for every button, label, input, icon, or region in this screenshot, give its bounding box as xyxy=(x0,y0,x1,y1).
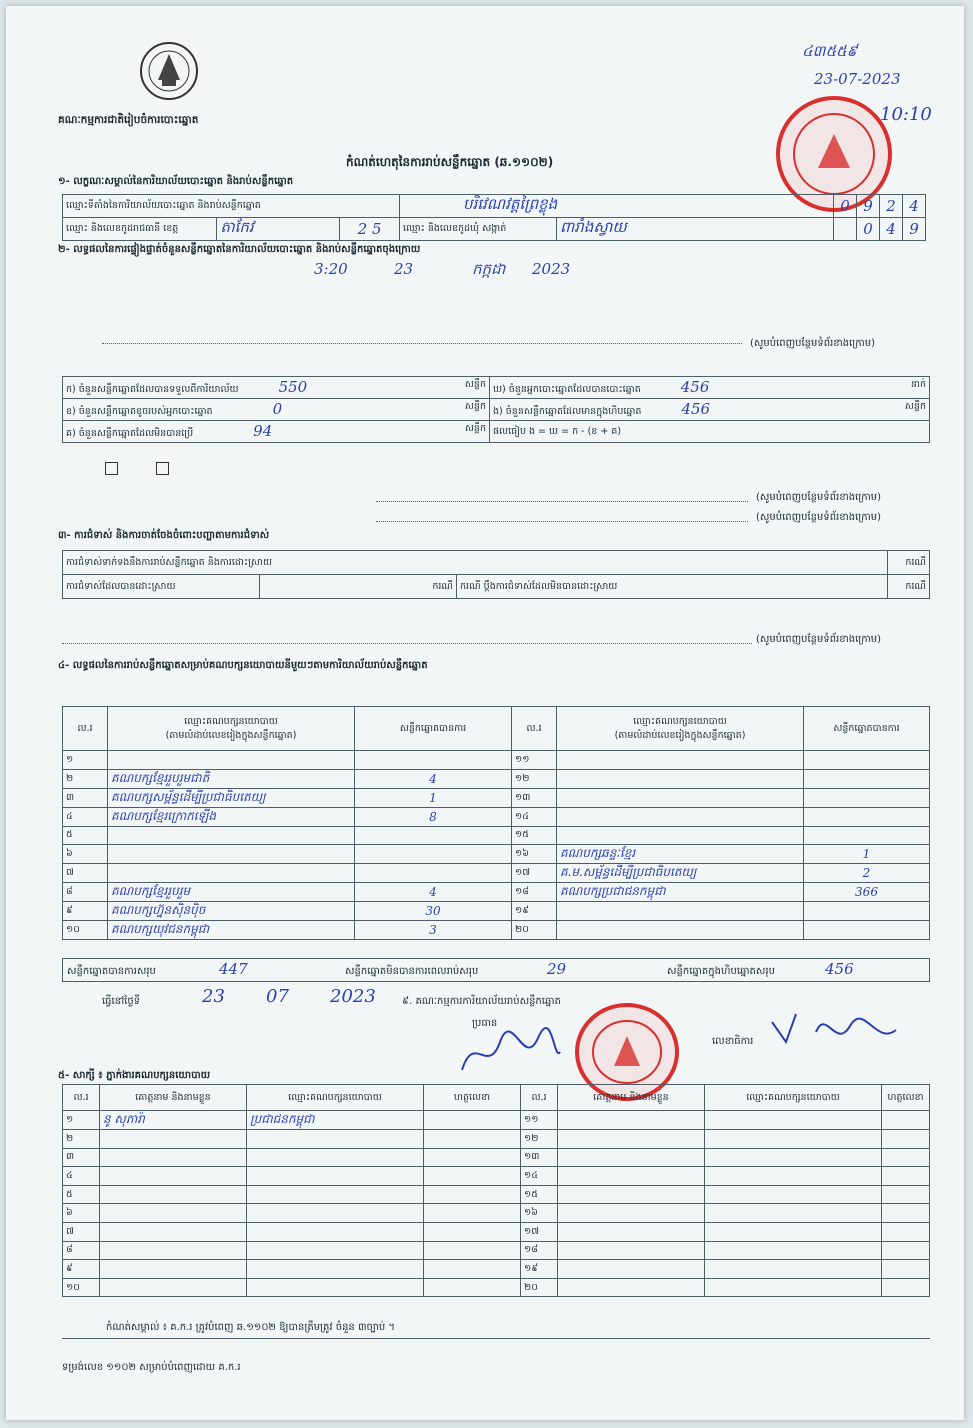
vote-party xyxy=(557,902,804,921)
fill-hint-4: (សូមបំពេញបន្ថែមទំព័រខាងក្រោម) xyxy=(756,634,882,645)
witness-no: ១៦ xyxy=(521,1204,558,1223)
w-col-party-left: ឈ្មោះគណបក្សនយោបាយ xyxy=(247,1085,424,1111)
witness-no: ១០ xyxy=(63,1278,100,1297)
d-value: 456 xyxy=(680,378,710,396)
objection-unit-1: ករណី xyxy=(887,551,929,575)
witness-sign xyxy=(882,1222,930,1241)
witness-no: ២ xyxy=(63,1130,100,1149)
witness-sign xyxy=(424,1260,521,1279)
witness-no: ១៨ xyxy=(521,1241,558,1260)
witness-party xyxy=(705,1222,882,1241)
col-party-right-title: ឈ្មោះគណបក្សនយោបាយ xyxy=(633,715,727,727)
footer-note: កំណត់សម្គាល់ ៖ គ.ក.រ ត្រូវបំពេញ ឆ.១១០២ ឱ្យបានត្រឹមត្រូវ ចំនួន ៣ច្បាប់ ។ xyxy=(106,1322,395,1333)
vote-no: ១៧ xyxy=(512,864,557,883)
d-unit: នាក់ xyxy=(910,379,926,390)
votes-table xyxy=(62,706,930,940)
vote-no: ១ xyxy=(63,751,108,770)
section3-table xyxy=(62,550,930,599)
vote-count: 366 xyxy=(804,883,930,902)
committee-label: ៩. គណៈកម្មការការិយាល័យរាប់សន្លឹកឆ្នោត xyxy=(402,996,561,1007)
witness-no: ៤ xyxy=(63,1167,100,1186)
vote-count xyxy=(804,902,930,921)
vote-row xyxy=(63,902,930,921)
w-col-sign-right: ហត្ថលេខា xyxy=(882,1085,930,1111)
witness-row xyxy=(63,1241,930,1260)
witness-no: ១៧ xyxy=(521,1222,558,1241)
ballot-count-form xyxy=(6,6,964,1420)
witness-no: ១៤ xyxy=(521,1167,558,1186)
witness-party xyxy=(247,1167,424,1186)
witness-row xyxy=(63,1148,930,1167)
start-day: 23 xyxy=(394,260,414,278)
col-party-right-sub: (តាមលំដាប់លេខរៀងក្នុងសន្លឹកឆ្នោត) xyxy=(614,729,746,741)
vote-no: ១០ xyxy=(63,921,108,940)
witness-party: ប្រជាជនកម្ពុជា xyxy=(247,1111,424,1130)
vote-row xyxy=(63,769,930,788)
e-unit: សន្លឹក xyxy=(904,401,926,412)
checkbox-row xyxy=(102,458,172,477)
witness-sign xyxy=(424,1130,521,1149)
note-line-3 xyxy=(376,520,748,522)
witness-sign xyxy=(882,1167,930,1186)
witness-name xyxy=(100,1185,247,1204)
witness-no: ១២ xyxy=(521,1130,558,1149)
vote-no: ១៥ xyxy=(512,826,557,845)
col-party-left-title: ឈ្មោះគណបក្សនយោបាយ xyxy=(184,715,278,727)
witness-party xyxy=(705,1111,882,1130)
vote-count xyxy=(355,864,512,883)
vote-count xyxy=(355,751,512,770)
w-col-sign-left: ហត្ថលេខា xyxy=(424,1085,521,1111)
fill-hint-3: (សូមបំពេញបន្ថែមទំព័រខាងក្រោម) xyxy=(756,512,882,523)
start-year: 2023 xyxy=(532,260,571,278)
a-unit: សន្លឹក xyxy=(464,379,486,390)
witness-party xyxy=(705,1278,882,1297)
b-label: ខ) ចំនួនសន្លឹកឆ្នោតខូចរបស់អ្នកបោះឆ្នោត xyxy=(66,406,213,417)
c-value: 94 xyxy=(253,422,273,440)
witness-name xyxy=(558,1222,705,1241)
made-day: 23 xyxy=(202,986,225,1007)
vote-count xyxy=(355,826,512,845)
witness-party xyxy=(247,1204,424,1223)
col-no-left: ល.រ xyxy=(63,707,108,751)
vote-no: ១៩ xyxy=(512,902,557,921)
witness-name xyxy=(558,1185,705,1204)
vote-party: គណបក្សខ្មែរក្រោកឡើង xyxy=(108,807,355,826)
vote-no: ១៨ xyxy=(512,883,557,902)
witness-sign xyxy=(882,1148,930,1167)
witness-sign xyxy=(424,1222,521,1241)
form-number: ទម្រង់លេខ ១១០២ សម្រាប់បំពេញដោយ គ.ក.រ xyxy=(62,1362,241,1373)
commune-value: ពារាំងស្វាយ xyxy=(557,218,834,241)
section4-title: ៤- លទ្ធផលនៃការរាប់សន្លឹកឆ្នោតសម្រាប់គណបក្សនយោបាយនីមួយៗតាមការិយាល័យរាប់សន្លឹកឆ្នោត xyxy=(58,660,428,671)
witness-party xyxy=(705,1167,882,1186)
col-votes-left: សន្លឹកឆ្នោតបានការ xyxy=(355,707,512,751)
vote-row xyxy=(63,826,930,845)
witness-sign xyxy=(424,1185,521,1204)
vote-no: ២០ xyxy=(512,921,557,940)
vote-count: 2 xyxy=(804,864,930,883)
col-no-right: ល.រ xyxy=(512,707,557,751)
col-party-right xyxy=(557,707,804,751)
section3-title: ៣- ការជំទាស់ និងការចាត់ចែងចំពោះបញ្ហាតាមការជំទាស់ xyxy=(58,530,270,541)
col-party-left-sub: (តាមលំដាប់លេខរៀងក្នុងសន្លឹកឆ្នោត) xyxy=(165,729,297,741)
vote-count: 4 xyxy=(355,883,512,902)
office-no-3: 9 xyxy=(903,218,926,241)
footer-line xyxy=(62,1338,930,1339)
witness-name xyxy=(100,1278,247,1297)
section2-notes-line xyxy=(102,342,742,344)
vote-party: គ.ម.សម្ព័ន្ធដើម្បីប្រជាធិបតេយ្យ xyxy=(557,864,804,883)
witness-no: ៩ xyxy=(63,1260,100,1279)
vote-party: គណបក្សសម្ព័ន្ធដើម្បីប្រជាធិបតេយ្យ xyxy=(108,788,355,807)
witness-no: ១៥ xyxy=(521,1185,558,1204)
vote-no: ១២ xyxy=(512,769,557,788)
vote-row xyxy=(63,864,930,883)
witness-name xyxy=(558,1241,705,1260)
province-value: តាកែវ xyxy=(217,218,340,241)
witness-row xyxy=(63,1278,930,1297)
e-value: 456 xyxy=(681,400,711,418)
vote-count: 4 xyxy=(355,769,512,788)
vote-no: ៩ xyxy=(63,902,108,921)
witness-no: ៨ xyxy=(63,1241,100,1260)
witness-sign xyxy=(882,1130,930,1149)
vote-row xyxy=(63,807,930,826)
vote-no: ២ xyxy=(63,769,108,788)
vote-count xyxy=(804,788,930,807)
vote-no: ៧ xyxy=(63,864,108,883)
witness-sign xyxy=(882,1185,930,1204)
start-time-line xyxy=(102,260,922,278)
witness-row xyxy=(63,1185,930,1204)
vote-party: គណបក្សឆន្ទៈខ្មែរ xyxy=(557,845,804,864)
vote-no: ៣ xyxy=(63,788,108,807)
office-no-2: 4 xyxy=(880,218,903,241)
witness-party xyxy=(705,1130,882,1149)
vote-party: គណបក្សខ្មែររួបរួមជាតិ xyxy=(108,769,355,788)
a-value: 550 xyxy=(278,378,308,396)
witness-party xyxy=(705,1148,882,1167)
witness-name xyxy=(100,1260,247,1279)
section2-table xyxy=(62,376,930,443)
witness-name xyxy=(100,1167,247,1186)
chair-label: ប្រធាន xyxy=(472,1018,498,1029)
witness-party xyxy=(247,1278,424,1297)
section2-title: ២- លទ្ធផលនៃការផ្ទៀងផ្ទាត់ចំនួនសន្លឹកឆ្នោតនៃការិយាល័យបោះឆ្នោត និងរាប់សន្លឹកឆ្នោតចុងក្រោយ xyxy=(58,244,421,255)
vote-count: 8 xyxy=(355,807,512,826)
section1-table xyxy=(62,194,926,241)
vote-no: ១៦ xyxy=(512,845,557,864)
witness-no: ១៣ xyxy=(521,1148,558,1167)
vote-party xyxy=(108,845,355,864)
witness-name xyxy=(558,1130,705,1149)
witness-party xyxy=(247,1148,424,1167)
w-col-no-right: ល.រ xyxy=(521,1085,558,1111)
received-date: 23-07-2023 xyxy=(814,70,901,88)
witness-row xyxy=(63,1130,930,1149)
fill-hint-1: (សូមបំពេញបន្ថែមទំព័រខាងក្រោម) xyxy=(750,338,876,349)
witness-no: ៥ xyxy=(63,1185,100,1204)
totals-row xyxy=(62,958,930,982)
received-time: 10:10 xyxy=(880,104,932,125)
vote-count xyxy=(804,751,930,770)
vote-no: ៥ xyxy=(63,826,108,845)
vote-no: ១៣ xyxy=(512,788,557,807)
vote-party xyxy=(557,788,804,807)
witness-no: ១ xyxy=(63,1111,100,1130)
objection-unit-2: ករណី xyxy=(260,575,457,599)
witness-name xyxy=(558,1260,705,1279)
vote-count xyxy=(804,769,930,788)
b-unit: សន្លឹក xyxy=(464,401,486,412)
vote-party xyxy=(557,921,804,940)
objection-row1: ការជំទាស់ទាក់ទងនឹងការរាប់សន្លឹកឆ្នោត និងការដោះស្រាយ xyxy=(63,551,888,575)
c-unit: សន្លឹក xyxy=(464,423,486,434)
office-code-4: 4 xyxy=(903,195,926,218)
w-col-name-left: គោត្តនាម និងនាមខ្លួន xyxy=(100,1085,247,1111)
witness-no: ៦ xyxy=(63,1204,100,1223)
witness-no: ១៩ xyxy=(521,1260,558,1279)
vote-row xyxy=(63,845,930,864)
witness-table xyxy=(62,1084,930,1297)
witness-no: ៧ xyxy=(63,1222,100,1241)
witness-row xyxy=(63,1204,930,1223)
section1-title: ១- លក្ខណៈសម្គាល់នៃការិយាល័យបោះឆ្នោត និងរាប់សន្លឹកឆ្នោត xyxy=(58,176,294,187)
witness-name xyxy=(558,1167,705,1186)
office-code-2: 9 xyxy=(857,195,880,218)
vote-party xyxy=(557,751,804,770)
witness-party xyxy=(247,1260,424,1279)
vote-party xyxy=(557,769,804,788)
witness-no: ៣ xyxy=(63,1148,100,1167)
witness-name xyxy=(558,1204,705,1223)
witness-sign xyxy=(424,1167,521,1186)
vote-no: ១១ xyxy=(512,751,557,770)
vote-row xyxy=(63,788,930,807)
witness-party xyxy=(705,1241,882,1260)
start-time: 3:20 xyxy=(314,260,348,278)
witness-party xyxy=(247,1185,424,1204)
witness-sign xyxy=(424,1111,521,1130)
vote-party: គណបក្សខ្មែររួបរួម xyxy=(108,883,355,902)
total-valid-label: សន្លឹកឆ្នោតបានការសរុប xyxy=(67,966,156,977)
vote-party xyxy=(557,826,804,845)
made-month: 07 xyxy=(266,986,289,1007)
witness-party xyxy=(247,1222,424,1241)
witness-sign xyxy=(882,1278,930,1297)
vote-count xyxy=(804,826,930,845)
witness-row xyxy=(63,1222,930,1241)
org-name: គណៈកម្មការជាតិរៀបចំការបោះឆ្នោត xyxy=(58,114,199,126)
made-at-label: ធ្វើនៅថ្ងៃទី xyxy=(102,996,141,1007)
vote-party xyxy=(108,751,355,770)
vote-party xyxy=(108,864,355,883)
witness-no: ២០ xyxy=(521,1278,558,1297)
objection-row2: ការជំទាស់ដែលបានដោះស្រាយ xyxy=(63,575,260,599)
witness-name xyxy=(558,1148,705,1167)
vote-count: 1 xyxy=(804,845,930,864)
witness-sign xyxy=(882,1241,930,1260)
province-label: ឈ្មោះ និងលេខកូដរាជធានី ខេត្ត xyxy=(63,218,217,241)
b-value: 0 xyxy=(272,400,283,418)
witness-sign xyxy=(424,1204,521,1223)
vote-no: ៨ xyxy=(63,883,108,902)
total-box-label: សន្លឹកឆ្នោតក្នុងហិបឆ្នោតសរុប xyxy=(667,966,775,977)
commune-label: ឈ្មោះ និងលេខកូដឃុំ សង្កាត់ xyxy=(400,218,557,241)
chair-signature-icon xyxy=(454,1022,564,1082)
w-col-no-left: ល.រ xyxy=(63,1085,100,1111)
vote-count: 3 xyxy=(355,921,512,940)
location-label: ឈ្មោះទីតាំងនៃការិយាល័យបោះឆ្នោត និងរាប់សន្លឹកឆ្នោត xyxy=(63,195,400,218)
witness-sign xyxy=(424,1148,521,1167)
vote-party: គណបក្សហ្វ៊ុនស៊ិនប៉ិច xyxy=(108,902,355,921)
witness-row xyxy=(63,1260,930,1279)
vote-party: គណបក្សប្រជាជនកម្ពុជា xyxy=(557,883,804,902)
witness-row xyxy=(63,1111,930,1130)
w-col-party-right: ឈ្មោះគណបក្សនយោបាយ xyxy=(705,1085,882,1111)
witness-name xyxy=(100,1222,247,1241)
nec-logo-icon xyxy=(138,40,200,102)
witness-name xyxy=(100,1241,247,1260)
witness-sign xyxy=(882,1204,930,1223)
witness-sign xyxy=(882,1111,930,1130)
vote-count: 30 xyxy=(355,902,512,921)
col-votes-right: សន្លឹកឆ្នោតបានការ xyxy=(804,707,930,751)
witness-name xyxy=(558,1111,705,1130)
formula: ផលធៀប ង = ឃ = ក - (ខ + គ) xyxy=(490,421,930,443)
witness-party xyxy=(705,1260,882,1279)
checkbox-yes[interactable] xyxy=(105,462,118,475)
secretary-signature-icon xyxy=(766,1002,906,1058)
witness-party xyxy=(705,1204,882,1223)
witness-party xyxy=(247,1241,424,1260)
vote-row xyxy=(63,751,930,770)
vote-count xyxy=(804,807,930,826)
vote-no: ១៤ xyxy=(512,807,557,826)
office-code-1: 0 xyxy=(834,195,857,218)
d-label: ឃ) ចំនួនអ្នកបោះឆ្នោតដែលបានបោះឆ្នោត xyxy=(493,384,641,395)
e-label: ង) ចំនួនសន្លឹកឆ្នោតដែលមានក្នុងហិបឆ្នោត xyxy=(493,406,642,417)
witness-party xyxy=(705,1185,882,1204)
note-line-2 xyxy=(376,500,748,502)
witness-sign xyxy=(424,1278,521,1297)
witness-no: ១១ xyxy=(521,1111,558,1130)
witness-sign xyxy=(424,1241,521,1260)
vote-row xyxy=(63,883,930,902)
location-value: បរិវេណវត្តព្រៃខ្លុង xyxy=(463,195,558,213)
note-line-4 xyxy=(62,642,752,644)
start-month: កក្កដា xyxy=(472,260,506,278)
total-box-value: 456 xyxy=(825,960,854,978)
made-year: 2023 xyxy=(330,986,376,1007)
witness-row xyxy=(63,1167,930,1186)
vote-no: ៦ xyxy=(63,845,108,864)
witness-name xyxy=(100,1148,247,1167)
total-valid-value: 447 xyxy=(219,960,248,978)
a-label: ក) ចំនួនសន្លឹកឆ្នោតដែលបានទទួលពីការិយាល័យ xyxy=(66,384,239,395)
office-code-3: 2 xyxy=(880,195,903,218)
received-number: ៤៣៥៥៩ xyxy=(802,42,858,60)
vote-party xyxy=(108,826,355,845)
fill-hint-2: (សូមបំពេញបន្ថែមទំព័រខាងក្រោម) xyxy=(756,492,882,503)
vote-count xyxy=(804,921,930,940)
checkbox-no[interactable] xyxy=(156,462,169,475)
vote-count: 1 xyxy=(355,788,512,807)
c-label: គ) ចំនួនសន្លឹកឆ្នោតដែលមិនបានប្រើ xyxy=(66,428,194,439)
witness-sign xyxy=(882,1260,930,1279)
section5-title: ៥- សាក្សី ៖ ភ្នាក់ងារគណបក្សនយោបាយ xyxy=(58,1070,211,1081)
secretary-label: លេខាធិការ xyxy=(712,1036,754,1047)
vote-count xyxy=(355,845,512,864)
vote-party xyxy=(557,807,804,826)
objection-row2b: ករណី ប្តឹងការជំទាស់ដែលមិនបានដោះស្រាយ xyxy=(457,575,888,599)
witness-name xyxy=(558,1278,705,1297)
document-title: កំណត់ហេតុនៃការរាប់សន្លឹកឆ្នោត (ឆ.១១០២) xyxy=(346,155,554,169)
witness-name xyxy=(100,1130,247,1149)
col-party-left xyxy=(108,707,355,751)
witness-name xyxy=(100,1204,247,1223)
witness-party xyxy=(247,1130,424,1149)
office-no-1: 0 xyxy=(857,218,880,241)
vote-no: ៤ xyxy=(63,807,108,826)
total-invalid-value: 29 xyxy=(547,960,567,978)
witness-name: នូ សុភារ៉ា xyxy=(100,1111,247,1130)
vote-row xyxy=(63,921,930,940)
total-invalid-label: សន្លឹកឆ្នោតមិនបានការពេលរាប់សរុប xyxy=(345,966,479,977)
w-col-name-right: គោត្តនាម និងនាមខ្លួន xyxy=(558,1085,705,1111)
objection-unit-3: ករណី xyxy=(887,575,929,599)
vote-party: គណបក្សយុវជនកម្ពុជា xyxy=(108,921,355,940)
province-code: 2 5 xyxy=(340,218,400,241)
